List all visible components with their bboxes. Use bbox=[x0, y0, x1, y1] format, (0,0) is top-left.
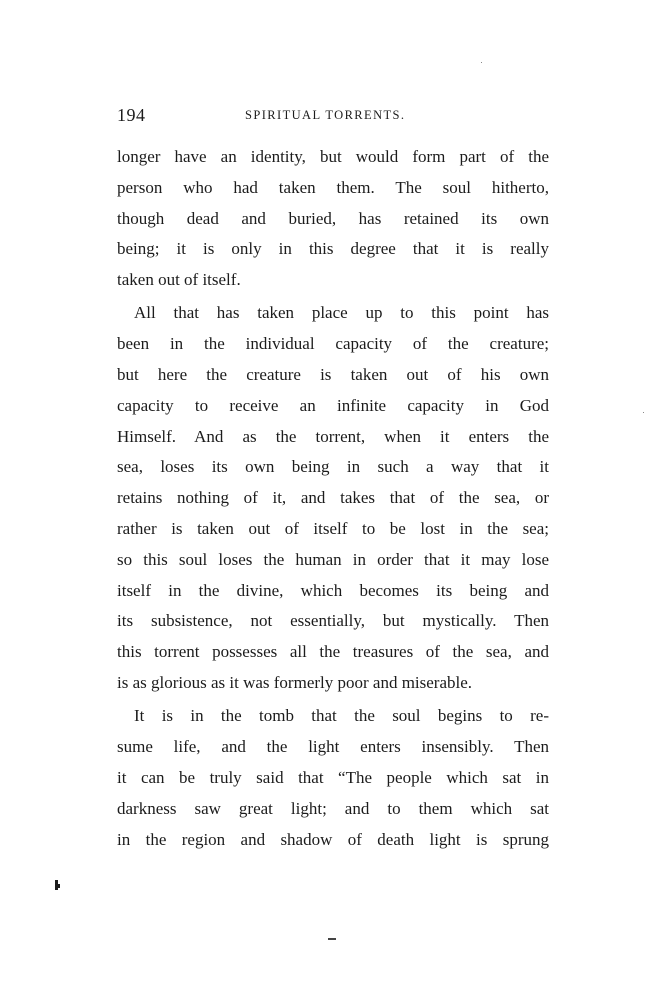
text-line: its subsistence, not essentially, but mystically. Then bbox=[117, 611, 549, 631]
footer-dash bbox=[328, 938, 336, 940]
text-line: been in the individual capacity of the creature; bbox=[117, 334, 549, 354]
text-line: sume life, and the light enters insensibly. Then bbox=[117, 737, 549, 757]
text-line: in the region and shadow of death light is sprung bbox=[117, 829, 549, 849]
paragraph-2 bbox=[117, 298, 549, 698]
text-line: this torrent possesses all the treasures of the sea, and bbox=[117, 642, 549, 662]
paragraph-3 bbox=[117, 701, 549, 855]
text-line: retains nothing of it, and takes that of the sea, or bbox=[117, 488, 549, 508]
paper-speck bbox=[643, 412, 644, 413]
text-line: itself in the divine, which becomes its being and bbox=[117, 580, 549, 600]
text-line: so this soul loses the human in order that it may lose bbox=[117, 549, 549, 569]
stray-ink-mark bbox=[55, 880, 58, 890]
page-number: 194 bbox=[117, 105, 146, 125]
paper-speck bbox=[481, 62, 482, 63]
text-line: but here the creature is taken out of his own bbox=[117, 365, 549, 385]
text-line: capacity to receive an infinite capacity in God bbox=[117, 395, 549, 415]
text-line: All that has taken place up to this point has bbox=[134, 303, 549, 323]
text-line: rather is taken out of itself to be lost in the sea; bbox=[117, 519, 549, 539]
text-line: sea, loses its own being in such a way that it bbox=[117, 457, 549, 477]
text-line: Himself. And as the torrent, when it enters the bbox=[117, 426, 549, 446]
text-line: it can be truly said that “The people which sat in bbox=[117, 767, 549, 787]
text-line: It is in the tomb that the soul begins to re- bbox=[134, 706, 549, 726]
running-head: SPIRITUAL TORRENTS. bbox=[245, 108, 406, 122]
text-line: longer have an identity, but would form part of the bbox=[117, 147, 549, 166]
text-line: is as glorious as it was formerly poor and miserable. bbox=[117, 673, 473, 693]
page-header bbox=[117, 105, 549, 129]
text-line: person who had taken them. The soul hitherto, bbox=[117, 177, 549, 197]
text-line: though dead and buried, has retained its own bbox=[117, 208, 549, 228]
body-text bbox=[117, 142, 549, 855]
text-line: being; it is only in this degree that it is really bbox=[117, 239, 549, 259]
text-line: taken out of itself. bbox=[117, 270, 241, 290]
text-line: darkness saw great light; and to them which sat bbox=[117, 798, 549, 818]
paragraph-1 bbox=[117, 142, 549, 296]
